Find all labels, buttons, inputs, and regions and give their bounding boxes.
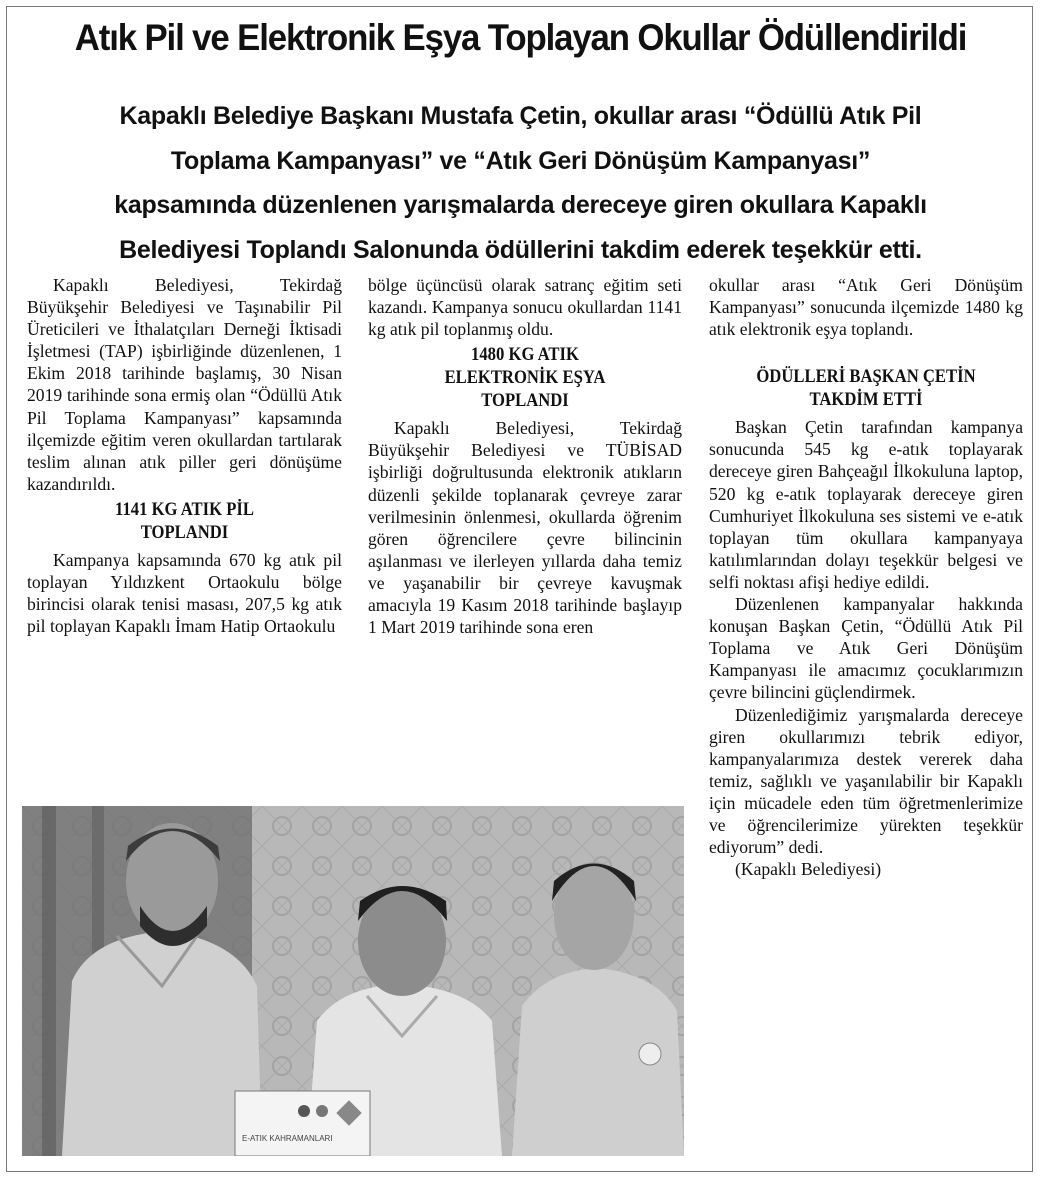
subheading-line: 1480 KG ATIK: [471, 345, 579, 366]
deck: [20, 94, 1021, 272]
subheading-line: ÖDÜLLERİ BAŞKAN ÇETİN: [756, 367, 976, 388]
paragraph: Düzenlenen kampanyalar hakkında konuşan Başkan Çetin, “Ödüllü Atık Pil Toplama ve Atık Geri Dönüşüm Kampanyası ile amacımız çocuklarımızın çevre bilincini güçlendirmek.: [709, 594, 1023, 703]
subheading: [384, 344, 667, 413]
column-1: [27, 274, 342, 637]
certificate-text: E-ATIK KAHRAMANLARI: [242, 1134, 333, 1143]
paragraph: Başkan Çetin tarafından kampanya sonucunda 545 kg e-atık toplayarak dereceye giren Bahçeağıl İlkokuluna laptop, 520 kg e-atık toplayarak dereceye giren Cumhuriyet İlkokuluna ses sistemi ve e-atık toplayan tüm okullara kampanyaya katılımlarından dolayı teşekkür belgesi ve selfi noktası afişi hediye edildi.: [709, 417, 1023, 592]
paragraph: Kapaklı Belediyesi, Tekirdağ Büyükşehir Belediyesi ve Taşınabilir Pil Üreticileri ve İthalatçıları Derneği İktisadi İşletmesi (TAP) işbirliğinde düzenlenen, 1 Ekim 2018 tarihinde başlamış, 30 Nisan 2019 tarihinde sona ermiş olan “Ödüllü Atık Pil Toplama Kampanyası” kapsamında ilçemizde eğitim veren okullardan tartılarak teslim alınan atık piller geri dönüşüme kazandırıldı.: [27, 275, 342, 494]
paragraph: Düzenlediğimiz yarışmalarda dereceye giren okullarımızı tebrik ediyor, kampanyalarımıza destek vererek daha temiz, sağlıklı ve yaşanılabilir bir Kapaklı için mücadele eden tüm öğretmenlerimize ve öğrencilerimize yürekten teşekkür ediyorum” dedi.: [709, 704, 1023, 858]
certificate: [235, 1091, 370, 1156]
paragraph: Kampanya kapsamında 670 kg atık pil toplayan Yıldızkent Ortaokulu bölge birincisi olarak tenisi masası, 207,5 kg atık pil toplayan Kapaklı İmam Hatip Ortaokulu: [27, 549, 342, 637]
subheading-line: TAKDİM ETTİ: [809, 390, 923, 411]
deck-line: Belediyesi Toplandı Salonunda ödüllerini takdim ederek teşekkür etti.: [119, 235, 922, 264]
paragraph: Kapaklı Belediyesi, Tekirdağ Büyükşehir Belediyesi ve TÜBİSAD işbirliği doğrultusunda elektronik atıkların düzenli şekilde toplanarak çevreye zarar verilmesinin önlenmesi, okullarda öğrenim gören öğrencilere çevre bilincinin aşılanması ve ilerleyen yıllarda daha temiz ve yaşanabilir bir çevreye kavuşmak amacıyla 19 Kasım 2018 tarihinde başlayıp 1 Mart 2019 tarihinde sona eren: [368, 418, 682, 638]
news-photo: [22, 806, 684, 1156]
headline: Atık Pil ve Elektronik Eşya Toplayan Okullar Ödüllendirildi: [74, 17, 967, 58]
subheading-line: ELEKTRONİK EŞYA: [444, 368, 606, 389]
column-2: [368, 274, 682, 638]
deck-line: kapsamında düzenlenen yarışmalarda dereceye giren okullara Kapaklı: [114, 191, 927, 219]
paragraph: okullar arası “Atık Geri Dönüşüm Kampanyası” sonucunda ilçemizde 1480 kg atık elektronik eşya toplandı.: [709, 275, 1023, 340]
paragraph: bölge üçüncüsü olarak satranç eğitim seti kazandı. Kampanya sonucu okullardan 1141 kg atık pil toplanmış oldu.: [368, 275, 682, 340]
deck-line: Kapaklı Belediye Başkanı Mustafa Çetin, okullar arası “Ödüllü Atık Pil: [119, 102, 922, 130]
subheading: [43, 499, 327, 545]
subheading: [725, 366, 1008, 412]
subheading-line: 1141 KG ATIK PİL: [115, 499, 254, 520]
photo-illustration: [22, 806, 684, 1156]
subheading-line: TOPLANDI: [140, 522, 229, 543]
column-3: [709, 274, 1023, 880]
subheading-line: TOPLANDI: [481, 391, 569, 412]
deck-line: Toplama Kampanyası” ve “Atık Geri Dönüşüm Kampanyası”: [170, 146, 871, 175]
source-credit: (Kapaklı Belediyesi): [735, 859, 882, 880]
